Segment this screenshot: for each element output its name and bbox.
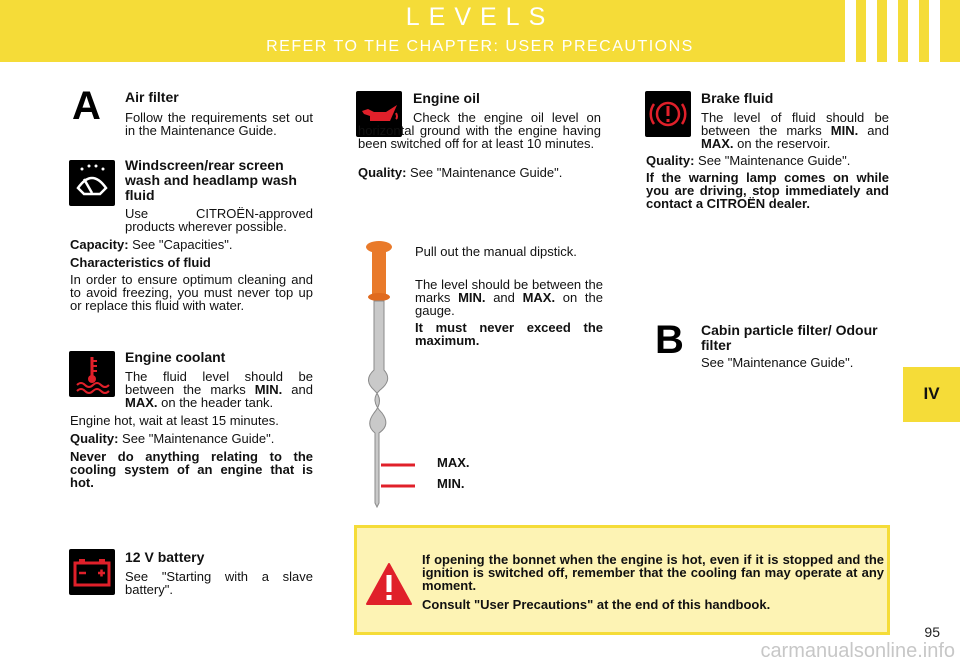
dipstick-max-label: MAX. [437, 455, 470, 470]
coolant-text [125, 370, 313, 409]
capacity-text: See "Capacities". [132, 237, 233, 252]
battery-text: See "Starting with a slave battery". [125, 569, 313, 597]
air-filter-text: Follow the requirements set out in the Maintenance Guide. [125, 110, 313, 138]
coolant-quality-label: Quality: [70, 431, 119, 446]
dipstick-and: and [493, 290, 515, 305]
dipstick-min-label: MIN. [437, 476, 465, 491]
chapter-tab-label: IV [923, 384, 940, 403]
engine-oil-title: Engine oil [413, 90, 480, 106]
washer-title: Windscreen/rear screen wash and headlamp wash fluid [125, 157, 297, 203]
page-subtitle: REFER TO THE CHAPTER: USER PRECAUTIONS [266, 38, 694, 55]
air-filter-title: Air filter [125, 89, 179, 105]
dipstick-text2 [415, 278, 603, 317]
dipstick-illustration [355, 235, 415, 515]
dipstick-text2-post: on the gauge. [415, 290, 603, 318]
capacity-label: Capacity: [70, 237, 129, 252]
brake-quality [646, 154, 889, 167]
engine-oil-text: Check the engine oil level on horizontal ground with the engine having been switched off for at least 10 minutes. [358, 110, 601, 151]
brake-min: MIN. [830, 123, 859, 138]
brake-fluid-text [701, 111, 889, 150]
washer-capacity [70, 238, 313, 251]
characteristics-heading: Characteristics of fluid [70, 255, 211, 270]
warning-text2: Consult "User Precautions" at the end of this handbook. [422, 597, 771, 612]
coolant-quality-text: See "Maintenance Guide". [122, 431, 275, 446]
dipstick-never: It must never exceed the maximum. [415, 320, 603, 348]
engine-oil-quality [358, 166, 601, 179]
brake-text-post: on the reservoir. [737, 136, 831, 151]
dipstick-text2-pre: The level should be between the marks [415, 277, 603, 305]
dipstick-text1: Pull out the manual dipstick. [415, 244, 577, 259]
cabin-filter-title: Cabin particle filter/ Odour filter [701, 322, 878, 353]
coolant-temperature-icon [69, 351, 115, 397]
brake-quality-text: See "Maintenance Guide". [698, 153, 851, 168]
coolant-hot-text: Engine hot, wait at least 15 minutes. [70, 413, 279, 428]
cabin-filter-letter: B [655, 318, 684, 362]
engine-oil-quality-text: See "Maintenance Guide". [410, 165, 563, 180]
air-filter-letter: A [72, 84, 101, 128]
page-number: 95 [924, 624, 940, 640]
battery-title: 12 V battery [125, 549, 205, 565]
coolant-text-pre: The fluid level should be between the marks [125, 369, 313, 397]
dipstick-min: MIN. [458, 290, 486, 305]
coolant-warning: Never do anything relating to the cooling system of an engine that is hot. [70, 449, 313, 490]
coolant-max: MAX. [125, 395, 158, 410]
cabin-filter-text: See "Maintenance Guide". [701, 355, 854, 370]
dipstick-max: MAX. [522, 290, 556, 305]
battery-icon [69, 549, 115, 595]
coolant-title: Engine coolant [125, 349, 226, 365]
watermark: carmanualsonline.info [760, 640, 955, 662]
washer-text: Use CITROËN-approved products wherever possible. [125, 206, 313, 234]
brake-fluid-title: Brake fluid [701, 90, 774, 106]
characteristics-text: In order to ensure optimum cleaning and to avoid freezing, you must never top up or replace this fluid with water. [70, 272, 313, 313]
coolant-min: MIN. [254, 382, 283, 397]
brake-max: MAX. [701, 136, 734, 151]
coolant-text-post: on the header tank. [161, 395, 274, 410]
coolant-and: and [291, 382, 313, 397]
brake-warning-icon [645, 91, 691, 137]
brake-text-pre: The level of fluid should be between the marks [701, 110, 889, 138]
warning-text1: If opening the bonnet when the engine is hot, even if it is stopped and the ignition is switched off, remember that the cooling fan may operate at any moment. [422, 552, 884, 593]
warning-triangle-icon [365, 562, 413, 606]
warning-box [354, 525, 890, 635]
page-title: LEVELS [405, 3, 555, 31]
coolant-quality [70, 432, 313, 445]
brake-and: and [867, 123, 889, 138]
engine-oil-quality-label: Quality: [358, 165, 407, 180]
brake-quality-label: Quality: [646, 153, 695, 168]
brake-warning: If the warning lamp comes on while you are driving, stop immediately and contact a CITROËN dealer. [646, 170, 889, 211]
washer-icon [69, 160, 115, 206]
